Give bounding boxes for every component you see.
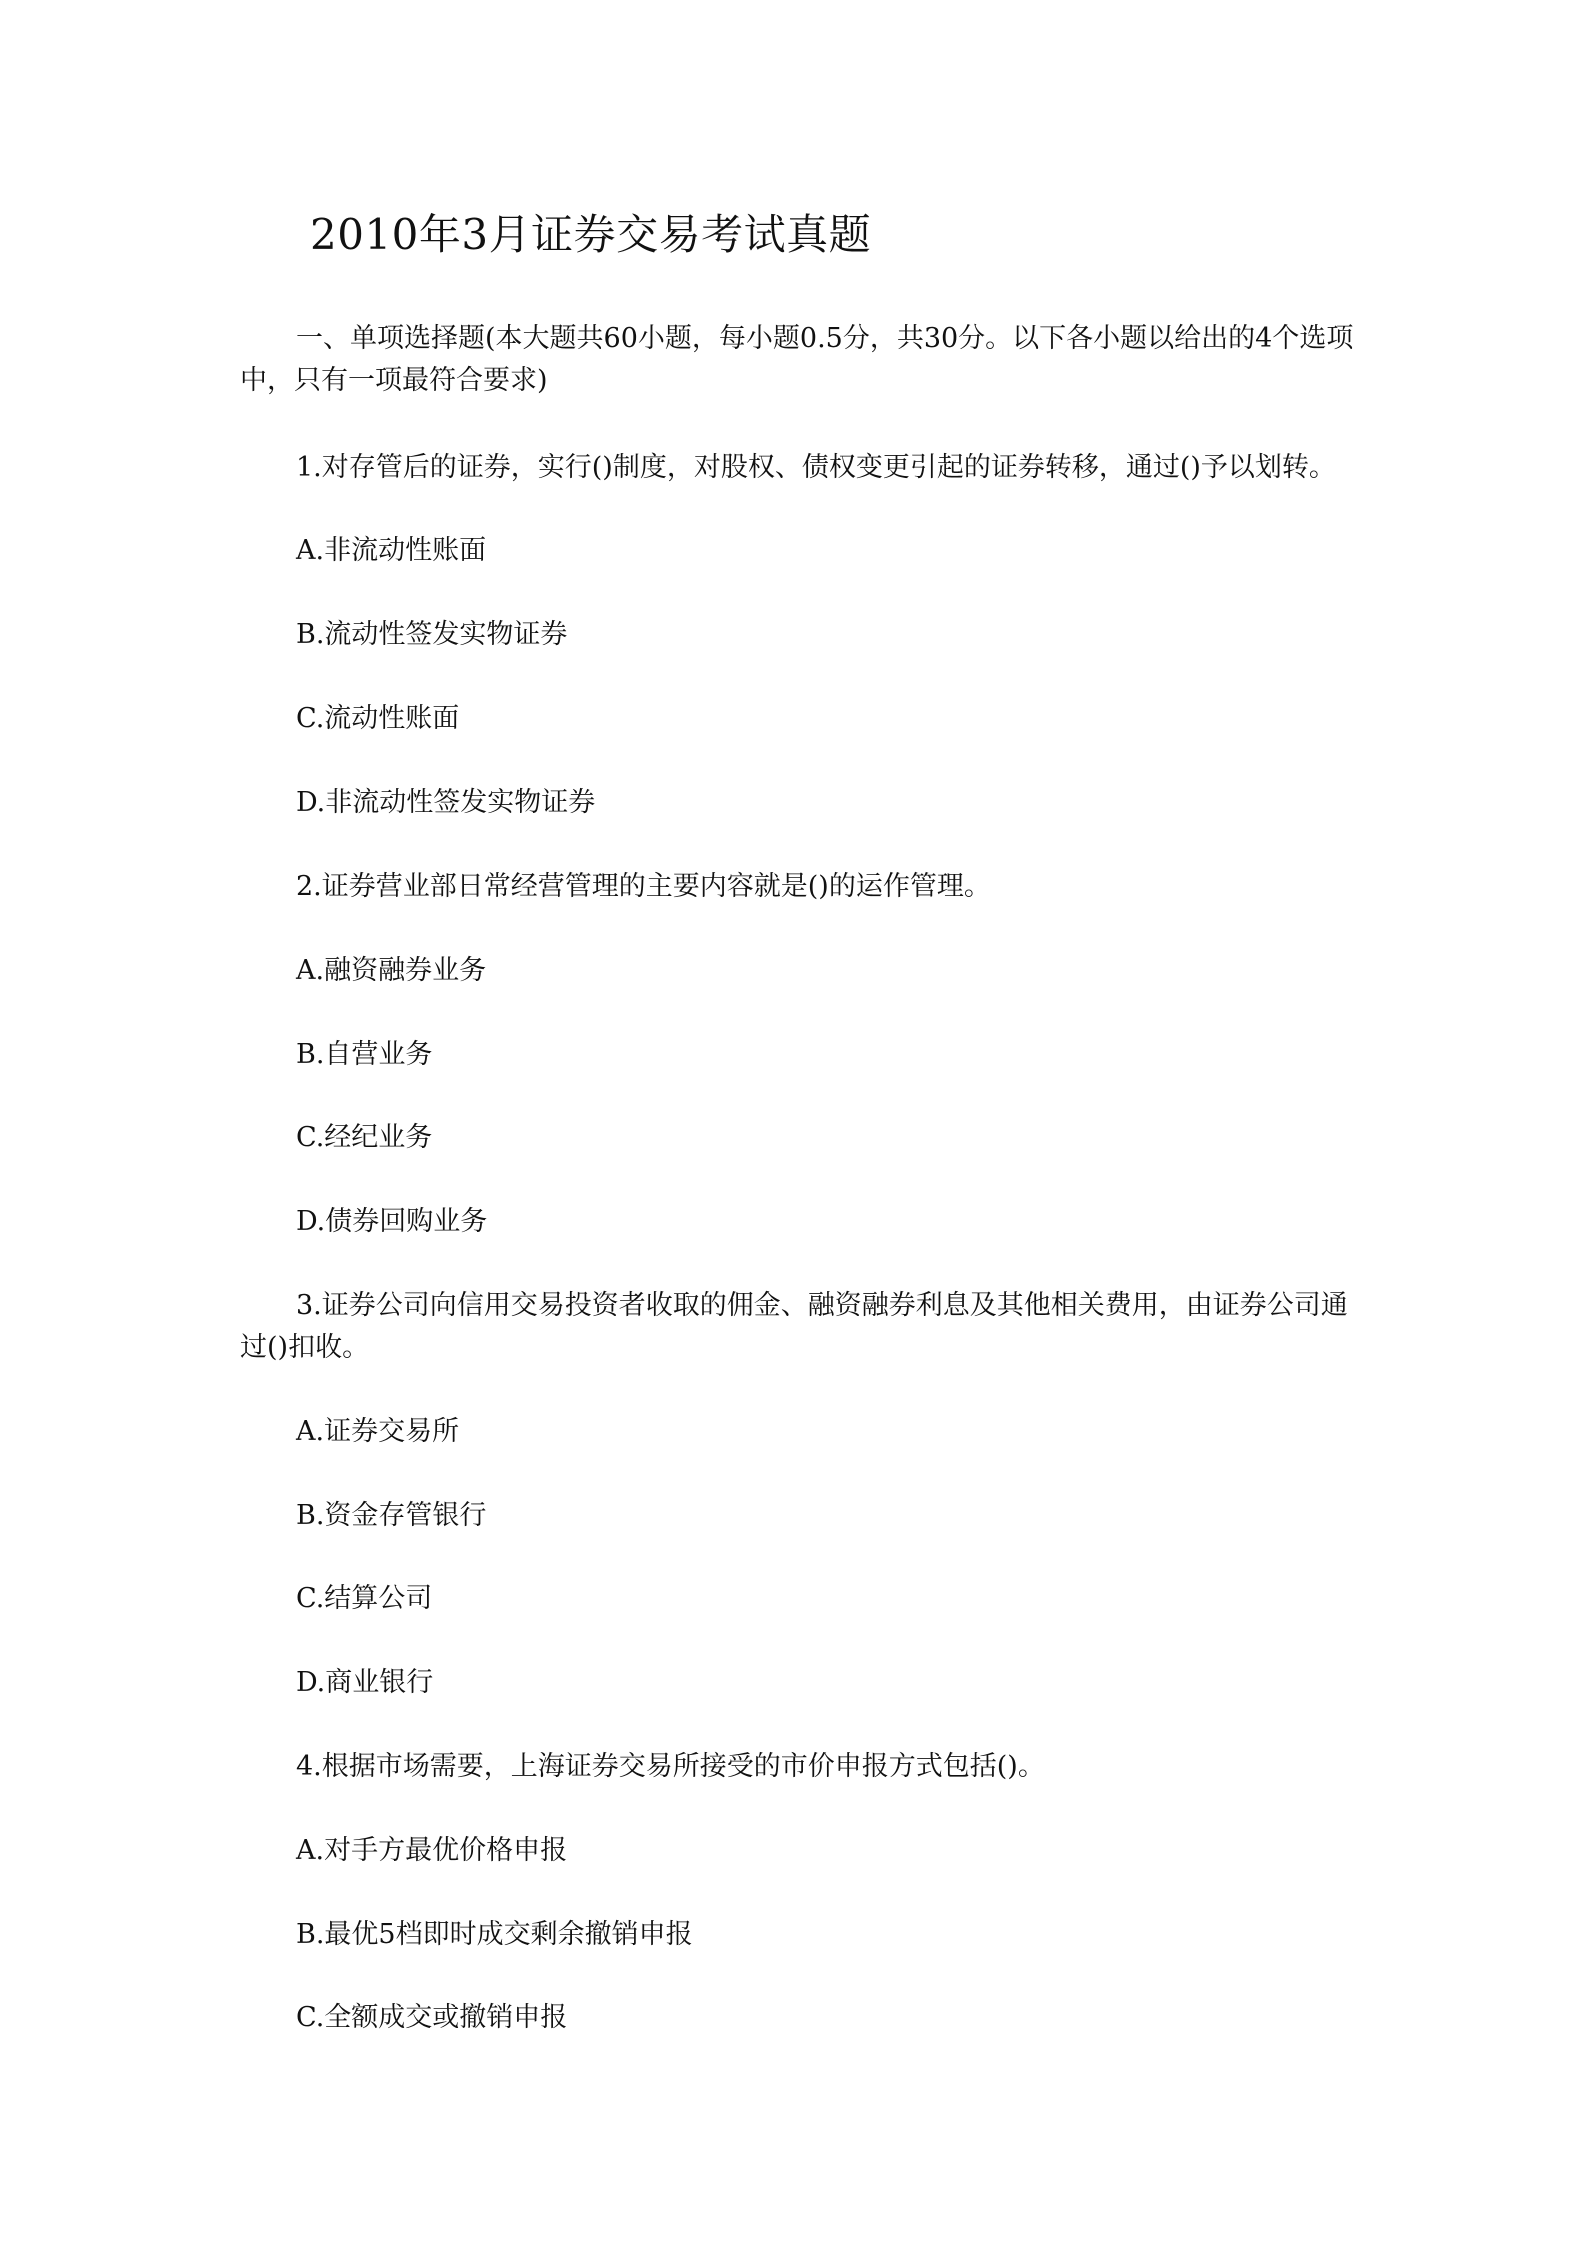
- question-1-text: 1.对存管后的证券，实行()制度，对股权、债权变更引起的证券转移，通过()予以划转。: [296, 452, 1336, 483]
- document-title: 2010年3月证券交易考试真题: [310, 210, 872, 259]
- section-intro: 一、单项选择题(本大题共60小题，每小题0.5分，共30分。以下各小题以给出的4个选项中，只有一项最符合要求): [240, 323, 1354, 396]
- question-2-option-d: D.债券回购业务: [296, 1206, 488, 1237]
- question-2-option-c: C.经纪业务: [296, 1122, 433, 1153]
- question-3-option-c: C.结算公司: [296, 1583, 433, 1614]
- question-1-option-d: D.非流动性签发实物证券: [296, 787, 596, 818]
- question-4-option-b: B.最优5档即时成交剩余撤销申报: [296, 1919, 693, 1950]
- question-1-option-b: B.流动性签发实物证券: [296, 619, 568, 650]
- question-2-text: 2.证券营业部日常经营管理的主要内容就是()的运作管理。: [296, 871, 991, 902]
- question-3-option-a: A.证券交易所: [296, 1416, 460, 1447]
- question-1-option-c: C.流动性账面: [296, 703, 460, 734]
- question-4-option-a: A.对手方最优价格申报: [296, 1835, 568, 1866]
- question-4-option-c: C.全额成交或撤销申报: [296, 2002, 568, 2033]
- question-1-option-a: A.非流动性账面: [296, 535, 487, 566]
- question-3-text: 3.证券公司向信用交易投资者收取的佣金、融资融券利息及其他相关费用，由证券公司通过()扣收。: [240, 1290, 1348, 1363]
- question-2-option-b: B.自营业务: [296, 1039, 433, 1070]
- question-2-option-a: A.融资融券业务: [296, 955, 487, 986]
- question-3-option-b: B.资金存管银行: [296, 1500, 487, 1531]
- question-4-text: 4.根据市场需要，上海证券交易所接受的市价申报方式包括()。: [296, 1751, 1045, 1782]
- question-3-option-d: D.商业银行: [296, 1667, 434, 1698]
